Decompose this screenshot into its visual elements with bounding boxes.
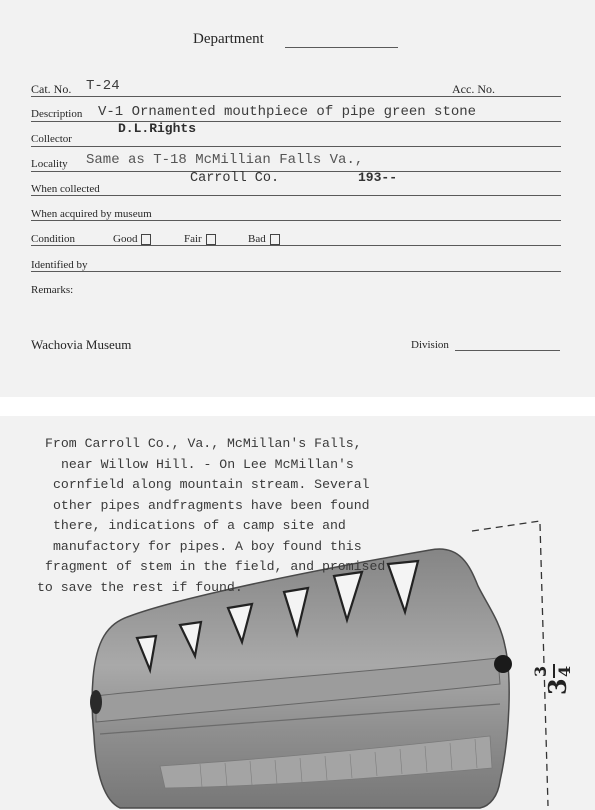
identified-by-line [31,271,561,272]
description-line [31,121,561,122]
good-checkbox [141,234,151,245]
division-line [455,350,560,351]
dimension-whole: 3 [543,678,572,695]
notes-line-7: fragment of stem in the field, and promised [45,559,386,574]
when-collected-value: 193-- [358,170,398,185]
when-collected-line [31,195,561,196]
notes-line-6: manufactory for pipes. A boy found this [53,538,362,554]
when-acquired-line [31,220,561,221]
condition-good: Good [113,233,151,245]
when-collected-label: When collected [31,183,100,195]
locality-label: Locality [31,158,68,170]
division-label: Division [411,339,449,351]
dimension-numerator: 3 [531,665,550,677]
fair-checkbox [206,234,216,245]
dimension-label [523,653,593,693]
collector-label: Collector [31,133,72,145]
dimension-denominator: 4 [555,665,574,677]
when-acquired-label: When acquired by museum [31,208,152,220]
condition-bad: Bad [248,233,280,245]
locality-line [31,171,561,172]
bad-checkbox [270,234,280,245]
collector-line [31,146,561,147]
description-label: Description [31,108,83,120]
museum-name: Wachovia Museum [31,337,132,352]
identified-by-label: Identified by [31,259,88,271]
notes-line-5: there, indications of a camp site and [53,518,346,533]
description-value: V-1 Ornamented mouthpiece of pipe green stone [98,104,477,120]
field-notes [37,434,515,598]
locality-value-2: Carroll Co. [190,171,280,186]
notes-line-1: From Carroll Co., Va., McMillan's Falls, [45,436,362,451]
notes-line-8: to save the rest if found. [37,579,243,595]
cat-no-label: Cat. No. [31,82,72,96]
cat-no-value: T-24 [86,78,120,94]
collector-value: D.L.Rights [118,121,197,136]
catalog-card-back [0,416,595,810]
notes-line-4: other pipes andfragments have been found [53,497,370,513]
notes-line-2: near Willow Hill. - On Lee McMillan's [61,456,354,472]
remarks-label: Remarks: [31,284,74,296]
acc-no-label: Acc. No. [452,82,495,96]
condition-label: Condition [31,233,76,245]
condition-line [31,245,561,246]
notes-line-3: cornfield along mountain stream. Several [53,477,370,492]
catalog-card-front [0,0,595,397]
department-label: Department [193,31,264,47]
locality-value-1: Same as T-18 McMillian Falls Va., [86,152,364,168]
cat-no-line [31,96,561,97]
department-line [285,47,398,48]
condition-fair: Fair [184,233,216,245]
